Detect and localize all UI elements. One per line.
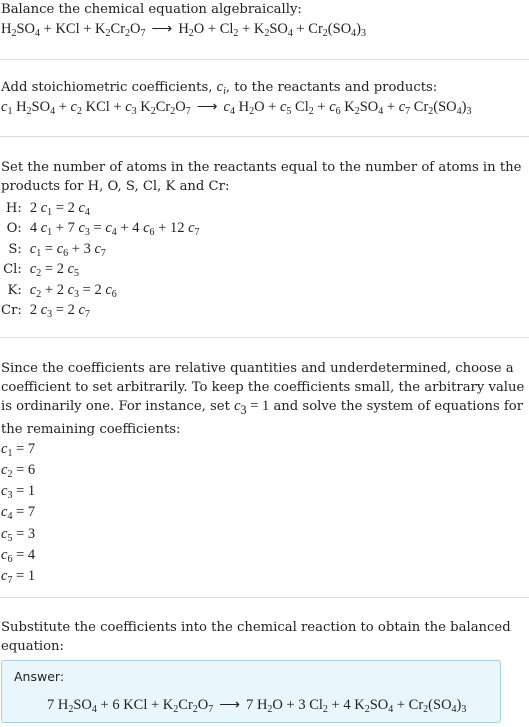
atom-equation: 2 $c_1 = 2$ $c_4$ <box>29 199 90 218</box>
answer-box <box>1 660 501 723</box>
stoich-text: Add stoichiometric coefficients, $c_i$, to the reactants and products: <box>1 79 438 97</box>
atom-label: S: <box>8 241 22 257</box>
section-substitute <box>1 618 527 656</box>
divider <box>0 337 529 338</box>
coefficient-value: $c_5 = 3$ <box>1 525 36 544</box>
balanced-equation: 7 $H_2SO_4 + 6$ KCl + $K_2Cr_2O_7$ ⟶ 7 $H_2O + 3$ $Cl_2 + 4$ $K_2SO_4 + Cr_2(SO_4)_3$ <box>47 697 467 715</box>
atom-row <box>1 260 200 281</box>
coefficient-equation: $c_1$ $H_2SO_4 + c_2$ KCl + $c_3$ $K_2Cr_2O_7$ ⟶ $c_4$ $H_2O + c_5$ $Cl_2 + c_6$ $K_2SO_4 + c_7$ $Cr_2(SO_4)_3$ <box>1 99 472 117</box>
coefficient-value: $c_7 = 1$ <box>1 568 36 587</box>
intro-text: Balance the chemical equation algebraically: <box>1 2 302 17</box>
section-solve <box>1 359 527 587</box>
section-stoichiometric <box>1 78 527 117</box>
atom-row <box>1 219 200 240</box>
atom-label: H: <box>5 200 22 216</box>
coefficient-value: $c_3 = 1$ <box>1 483 36 502</box>
atom-label: Cr: <box>1 303 22 319</box>
atom-row <box>1 198 200 219</box>
atom-equations-table <box>1 198 200 321</box>
atom-row <box>1 301 200 322</box>
section-atom-balance <box>1 158 527 321</box>
atom-label: K: <box>7 282 22 298</box>
solve-text: Since the coefficients are relative quantities and underdetermined, choose a coefficient to set arbitrarily. To keep the coefficients small, the arbitrary value is ordinarily one. For instance, set $c_3 = 1$ and solve the system of equations for the remaining coefficients: <box>1 361 525 437</box>
divider <box>0 597 529 598</box>
divider <box>0 59 529 60</box>
coefficient-value: $c_4 = 7$ <box>1 504 36 523</box>
atom-label: Cl: <box>3 262 22 278</box>
answer-label: Answer: <box>14 669 65 684</box>
atom-equation: $c_2 = 2$ $c_5$ <box>29 261 80 280</box>
substitute-text: Substitute the coefficients into the chemical reaction to obtain the balanced equation: <box>1 620 511 654</box>
coefficient-value: $c_2 = 6$ <box>1 462 36 481</box>
atom-equation: $c_2 + 2$ $c_3 = 2$ $c_6$ <box>29 281 117 300</box>
unbalanced-equation: $H_2SO_4$ + KCl + $K_2Cr_2O_7$ ⟶ $H_2O + Cl_2 + K_2SO_4 + Cr_2(SO_4)_3$ <box>1 21 367 39</box>
section-unbalanced <box>1 0 527 39</box>
atom-label: O: <box>6 221 22 237</box>
coefficient-value: $c_6 = 4$ <box>1 546 36 565</box>
atom-equation: $c_1 = c_6 + 3$ $c_7$ <box>29 240 106 259</box>
coefficient-values <box>1 439 527 587</box>
atom-row <box>1 239 200 260</box>
divider <box>0 136 529 137</box>
atom-row <box>1 280 200 301</box>
coefficient-value: $c_1 = 7$ <box>1 440 36 459</box>
atom-equation: 2 $c_3 = 2$ $c_7$ <box>29 302 90 321</box>
atom-equation: 4 $c_1 + 7$ $c_3 = c_4 + 4$ $c_6 + 12$ $c_7$ <box>29 220 200 239</box>
atoms-text: Set the number of atoms in the reactants equal to the number of atoms in the products for H, O, S, Cl, K and Cr: <box>1 160 522 194</box>
